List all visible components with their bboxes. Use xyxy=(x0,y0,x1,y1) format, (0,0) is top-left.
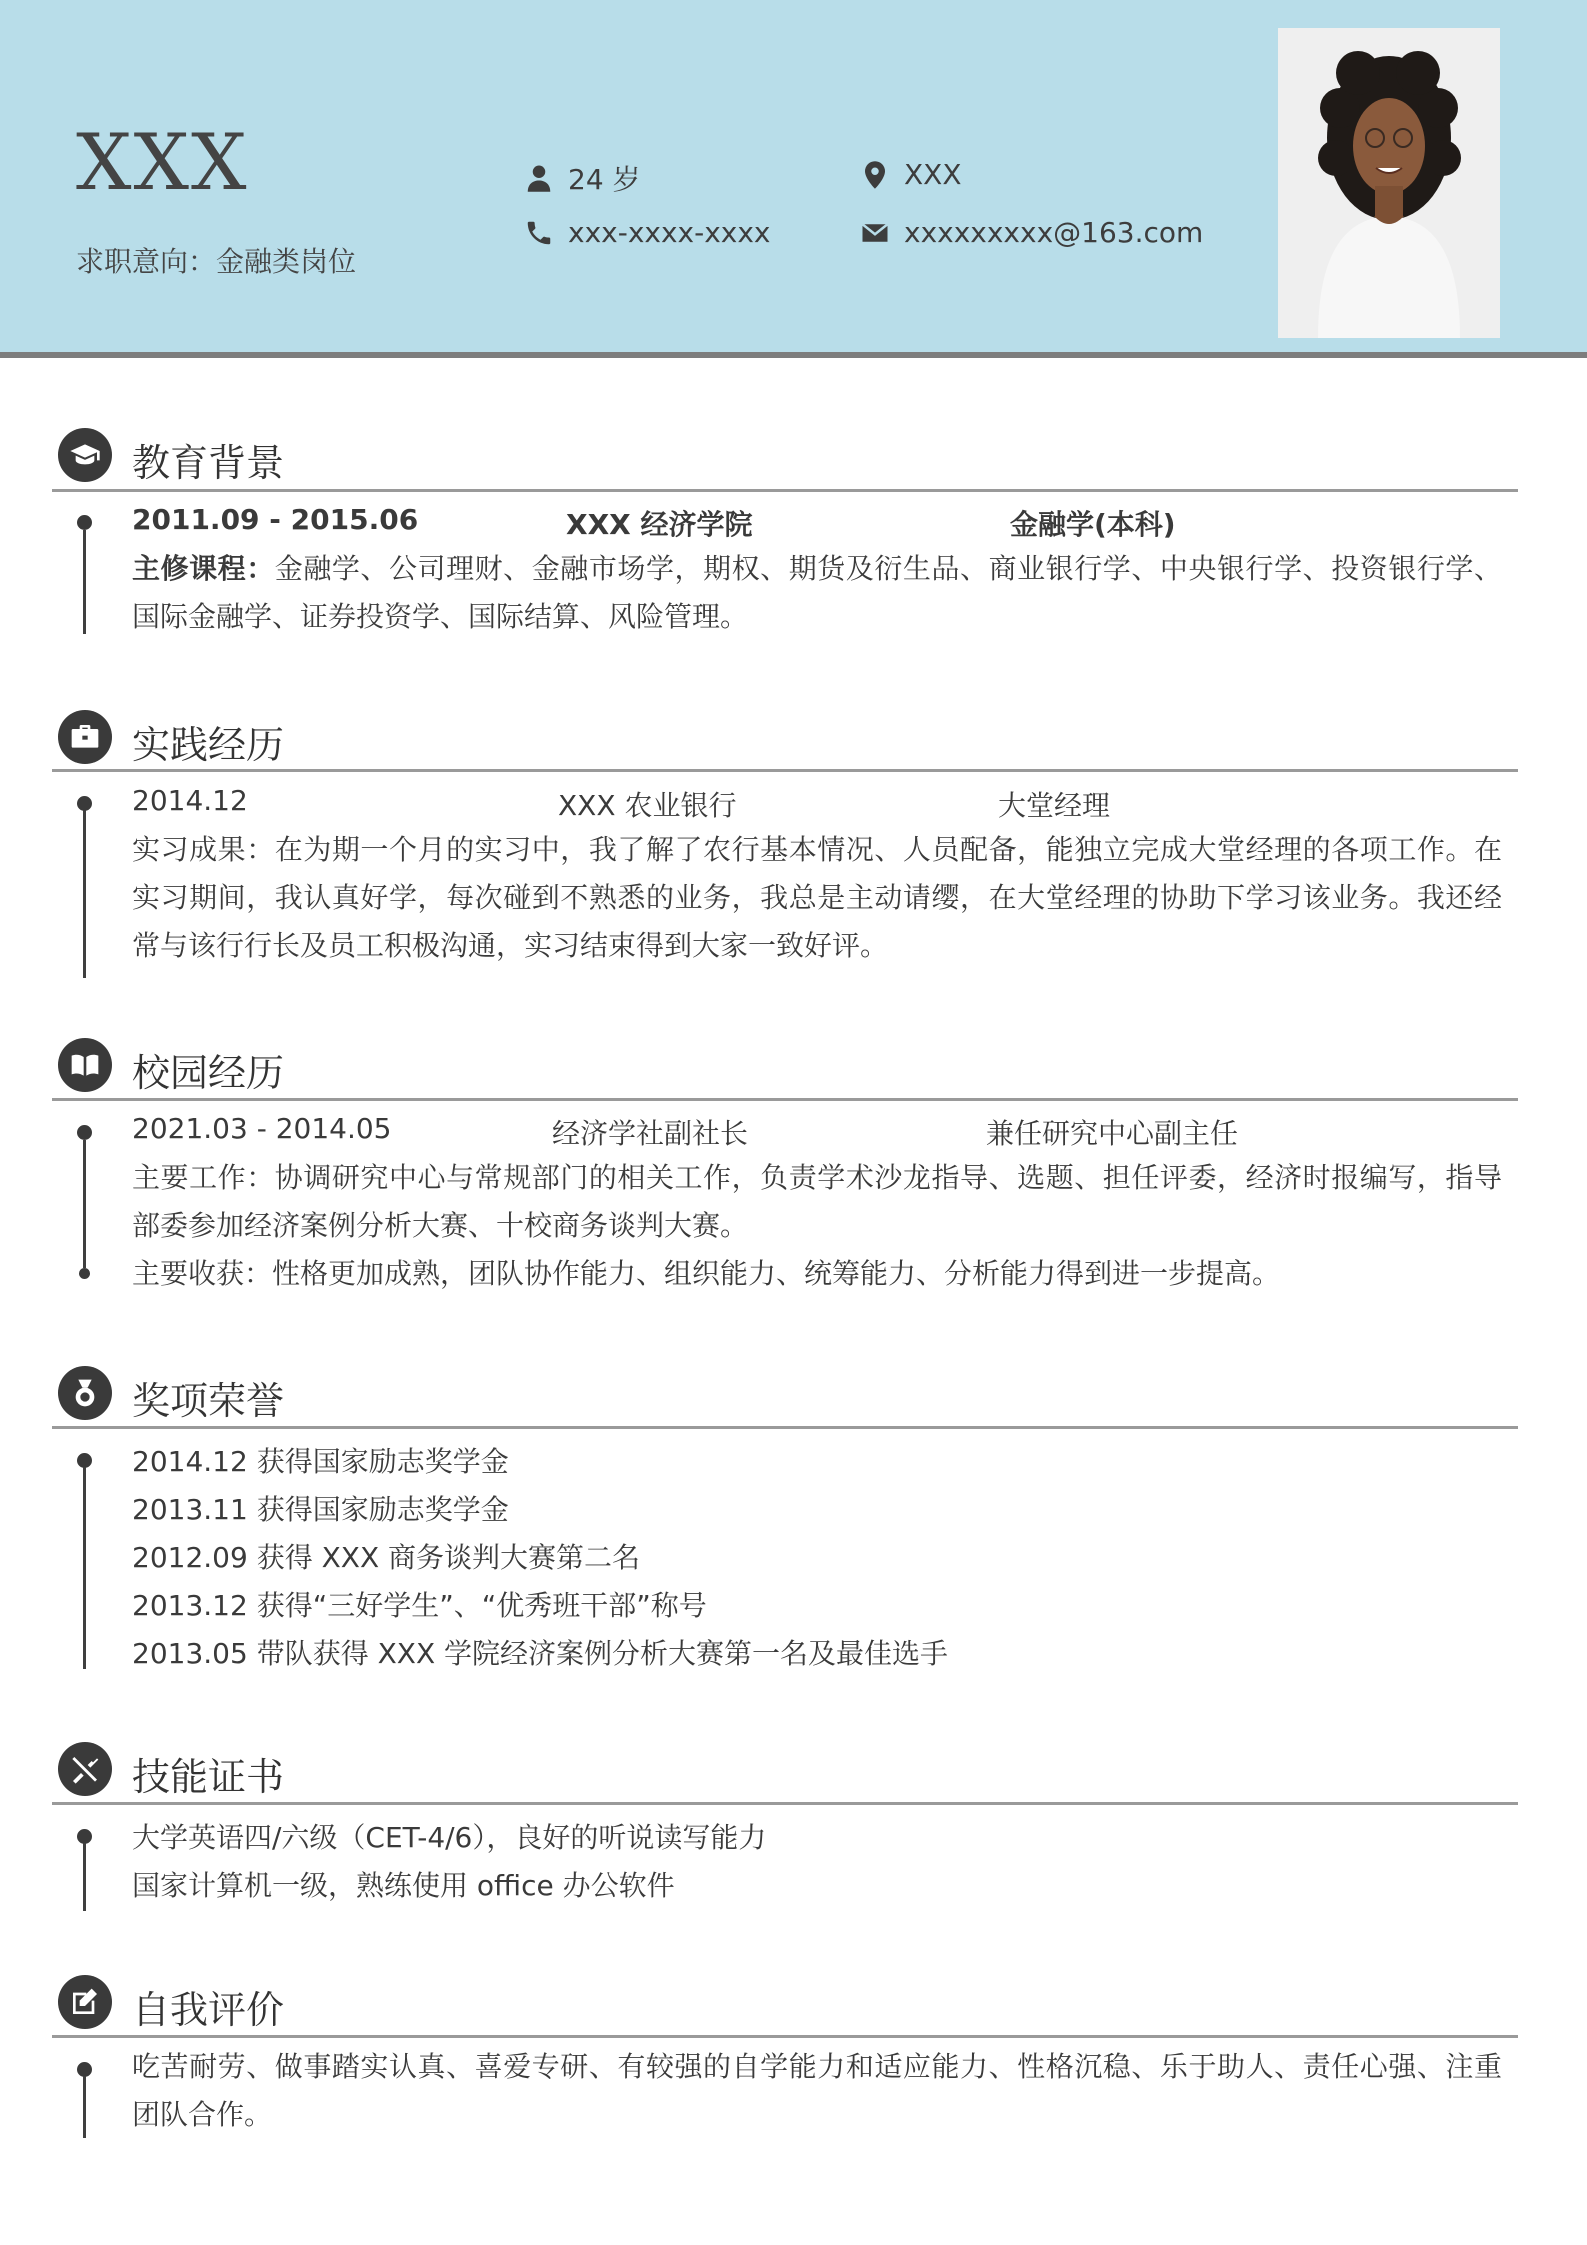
self-evaluation: 吃苦耐劳、做事踏实认真、喜爱专研、有较强的自学能力和适应能力、性格沉稳、乐于助人、责任心强、注重团队合作。 xyxy=(132,2050,1502,2131)
section-campus-header xyxy=(58,1038,1518,1098)
location-text: XXX xyxy=(904,158,962,191)
award-item: 2013.12 获得“三好学生”、“优秀班干部”称号 xyxy=(132,1589,707,1622)
phone-icon xyxy=(524,218,554,248)
age-info xyxy=(524,158,641,198)
section-skills-header xyxy=(58,1742,1518,1802)
campus-period: 2021.03 - 2014.05 xyxy=(132,1112,392,1145)
practice-org: XXX 农业银行 xyxy=(558,789,737,822)
timeline-dot xyxy=(79,1268,90,1279)
timeline-line xyxy=(83,1140,86,1268)
education-period: 2011.09 - 2015.06 xyxy=(132,503,419,536)
envelope-icon xyxy=(860,218,890,248)
section-divider xyxy=(52,1098,1518,1101)
courses-text: 金融学、公司理财、金融市场学，期权、期货及衍生品、商业银行学、中央银行学、投资银行学、国际金融学、证券投资学、国际结算、风险管理。 xyxy=(132,552,1502,633)
campus-role: 兼任研究中心副主任 xyxy=(986,1117,1239,1150)
timeline-line xyxy=(83,1467,86,1669)
section-title: 技能证书 xyxy=(132,1755,285,1799)
courses-label: 主修课程： xyxy=(132,552,275,585)
graduation-cap-icon xyxy=(58,428,112,482)
age-text: 24 岁 xyxy=(568,163,641,196)
section-title: 实践经历 xyxy=(132,723,285,767)
email-info xyxy=(860,216,1203,249)
phone-info xyxy=(524,216,770,249)
timeline-line xyxy=(83,810,86,978)
timeline-line xyxy=(83,1843,86,1911)
timeline-dot xyxy=(77,1453,92,1468)
tools-icon xyxy=(58,1742,112,1796)
education-major: 金融学(本科) xyxy=(1010,508,1176,541)
location-info xyxy=(860,158,962,191)
section-title: 校园经历 xyxy=(132,1051,285,1095)
campus-org: 经济学社副社长 xyxy=(552,1117,749,1150)
profile-photo xyxy=(1278,28,1500,338)
candidate-name: XXX xyxy=(76,118,249,208)
phone-text: xxx-xxxx-xxxx xyxy=(568,216,771,249)
section-divider xyxy=(52,2035,1518,2038)
award-item: 2012.09 获得 XXX 商务谈判大赛第二名 xyxy=(132,1541,641,1574)
section-awards-header xyxy=(58,1366,1518,1426)
practice-date: 2014.12 xyxy=(132,784,248,817)
timeline-dot xyxy=(77,1829,92,1844)
job-intent: 求职意向：金融类岗位 xyxy=(76,245,357,278)
timeline-dot xyxy=(77,796,92,811)
map-pin-icon xyxy=(860,160,890,190)
section-practice-header xyxy=(58,710,1518,770)
timeline-dot xyxy=(77,2062,92,2077)
practice-description: 实习成果：在为期一个月的实习中，我了解了农行基本情况、人员配备，能独立完成大堂经理的各项工作。在实习期间，我认真好学，每次碰到不熟悉的业务，我总是主动请缨，在大堂经理的协助下学习该业务。我还经常与该行行长及员工积极沟通，实习结束得到大家一致好评。 xyxy=(132,833,1502,962)
section-title: 奖项荣誉 xyxy=(132,1379,285,1423)
header-band xyxy=(0,0,1587,358)
section-title: 自我评价 xyxy=(132,1988,285,2032)
campus-work: 主要工作：协调研究中心与常规部门的相关工作，负责学术沙龙指导、选题、担任评委，经济时报编写，指导部委参加经济案例分析大赛、十校商务谈判大赛。 xyxy=(132,1161,1502,1242)
campus-gain: 主要收获：性格更加成熟，团队协作能力、组织能力、统筹能力、分析能力得到进一步提高。 xyxy=(132,1257,1281,1290)
email-text: xxxxxxxxx@163.com xyxy=(904,216,1204,249)
timeline-dot xyxy=(77,1125,92,1140)
briefcase-icon xyxy=(58,710,112,764)
skill-item: 大学英语四/六级（CET-4/6），良好的听说读写能力 xyxy=(132,1821,767,1854)
section-divider xyxy=(52,489,1518,492)
section-divider xyxy=(52,769,1518,772)
practice-role: 大堂经理 xyxy=(998,789,1111,822)
section-divider xyxy=(52,1426,1518,1429)
award-item: 2014.12 获得国家励志奖学金 xyxy=(132,1445,509,1478)
education-courses xyxy=(132,545,1502,641)
section-education-header xyxy=(58,428,1518,488)
edit-icon xyxy=(58,1975,112,2029)
skill-item: 国家计算机一级，熟练使用 office 办公软件 xyxy=(132,1869,675,1902)
portrait-image xyxy=(1278,28,1500,338)
timeline-dot xyxy=(77,515,92,530)
medal-icon xyxy=(58,1366,112,1420)
section-divider xyxy=(52,1802,1518,1805)
person-icon xyxy=(524,163,554,193)
section-self-header xyxy=(58,1975,1518,2035)
book-icon xyxy=(58,1038,112,1092)
timeline-line xyxy=(83,530,86,634)
timeline-line xyxy=(83,2076,86,2138)
section-title: 教育背景 xyxy=(132,441,285,485)
award-item: 2013.05 带队获得 XXX 学院经济案例分析大赛第一名及最佳选手 xyxy=(132,1637,949,1670)
award-item: 2013.11 获得国家励志奖学金 xyxy=(132,1493,509,1526)
education-school: XXX 经济学院 xyxy=(566,508,753,541)
